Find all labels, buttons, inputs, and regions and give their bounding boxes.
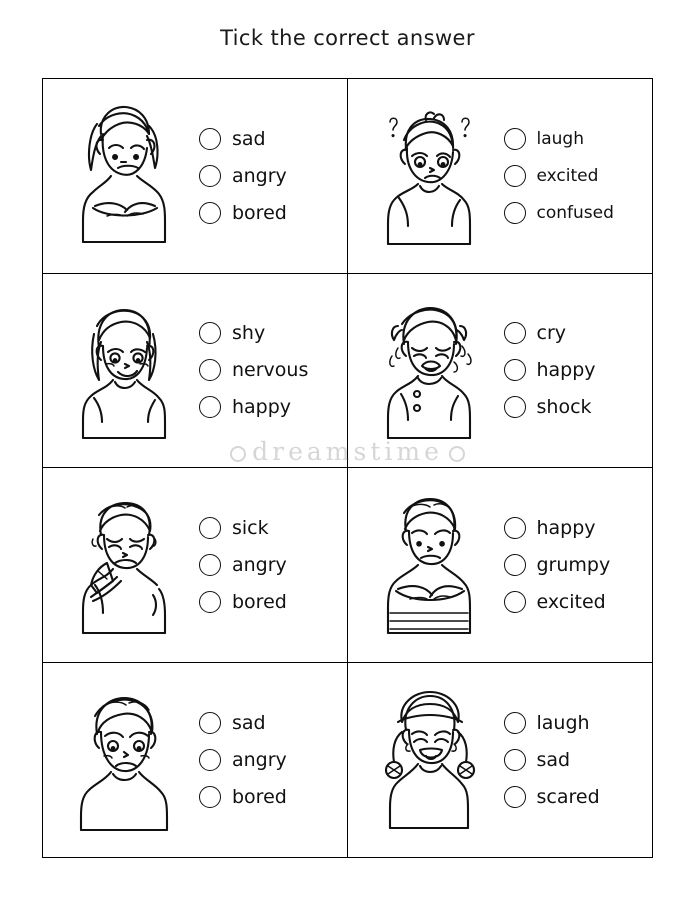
option-row[interactable] [504,591,653,613]
option-row[interactable] [504,128,653,150]
illustration-boy-grumpy-arms-crossed [358,480,498,650]
option-row[interactable] [504,517,653,539]
option-row[interactable] [504,749,653,771]
radio-bubble[interactable] [199,591,221,613]
option-group-1 [193,128,347,224]
option-row[interactable] [199,322,347,344]
illustration-girl-laughing-pigtails-hat [358,675,498,845]
option-label: nervous [232,359,309,382]
option-row[interactable] [199,786,347,808]
radio-bubble[interactable] [504,749,526,771]
radio-bubble[interactable] [504,712,526,734]
option-row[interactable] [504,359,653,381]
radio-bubble[interactable] [199,128,221,150]
option-group-5 [193,517,347,613]
option-row[interactable] [199,165,347,187]
radio-bubble[interactable] [199,322,221,344]
option-label: confused [536,202,614,223]
radio-bubble[interactable] [199,712,221,734]
question-cell-4 [348,274,653,469]
option-label: laugh [536,128,584,149]
question-grid [42,78,653,858]
option-label: happy [536,516,596,539]
option-label: bored [232,201,287,224]
illustration-girl-shy-smiling [53,285,193,455]
option-row[interactable] [504,712,653,734]
option-label: angry [232,748,287,771]
option-label: scared [536,785,600,808]
option-label: excited [536,165,599,186]
radio-bubble[interactable] [199,202,221,224]
question-cell-1 [43,79,348,274]
option-label: shock [536,396,592,419]
radio-bubble[interactable] [199,396,221,418]
option-row[interactable] [199,712,347,734]
option-label: angry [232,553,287,576]
option-label: sick [232,516,269,539]
radio-bubble[interactable] [199,359,221,381]
question-cell-6 [348,468,653,663]
radio-bubble[interactable] [504,128,526,150]
radio-bubble[interactable] [504,359,526,381]
option-label: sad [536,748,571,771]
radio-bubble[interactable] [199,786,221,808]
watermark-text: dreamstime [252,437,443,466]
radio-bubble[interactable] [504,396,526,418]
question-cell-7 [43,663,348,858]
option-row[interactable] [199,128,347,150]
radio-bubble[interactable] [504,322,526,344]
illustration-girl-crying-tears [358,285,498,455]
radio-bubble[interactable] [504,202,526,224]
illustration-boy-sad-face [53,675,193,845]
option-label: laugh [536,711,590,734]
option-row[interactable] [199,591,347,613]
option-row[interactable] [199,517,347,539]
option-row[interactable] [199,554,347,576]
option-label: sad [232,711,266,734]
option-row[interactable] [199,359,347,381]
option-row[interactable] [504,322,653,344]
question-cell-5 [43,468,348,663]
option-row[interactable] [504,554,653,576]
option-row[interactable] [504,165,653,187]
question-cell-8 [348,663,653,858]
option-group-7 [193,712,347,808]
option-label: grumpy [536,553,611,576]
illustration-girl-arms-crossed-angry [53,91,193,261]
radio-bubble[interactable] [504,517,526,539]
option-group-3 [193,322,347,418]
question-cell-2 [348,79,653,274]
option-label: bored [232,785,287,808]
page-title: Tick the correct answer [220,26,475,50]
radio-bubble[interactable] [199,517,221,539]
option-row[interactable] [199,202,347,224]
option-label: shy [232,322,266,345]
radio-bubble[interactable] [504,591,526,613]
option-label: cry [536,322,567,345]
option-label: angry [232,164,287,187]
option-label: happy [232,396,292,419]
option-row[interactable] [199,396,347,418]
option-label: excited [536,590,606,613]
option-row[interactable] [504,786,653,808]
radio-bubble[interactable] [504,165,526,187]
option-row[interactable] [504,396,653,418]
question-cell-3 [43,274,348,469]
radio-bubble[interactable] [504,786,526,808]
option-label: happy [536,359,596,382]
illustration-boy-sick-tissue-sneezing [53,480,193,650]
radio-bubble[interactable] [199,749,221,771]
option-group-8 [498,712,653,808]
option-label: sad [232,127,266,150]
radio-bubble[interactable] [199,554,221,576]
radio-bubble[interactable] [199,165,221,187]
option-label: bored [232,590,287,613]
option-row[interactable] [199,749,347,771]
illustration-boy-confused-question-marks [358,91,498,261]
radio-bubble[interactable] [504,554,526,576]
option-row[interactable] [504,202,653,224]
option-group-6 [498,517,653,613]
option-group-2 [498,128,653,224]
option-group-4 [498,322,653,418]
